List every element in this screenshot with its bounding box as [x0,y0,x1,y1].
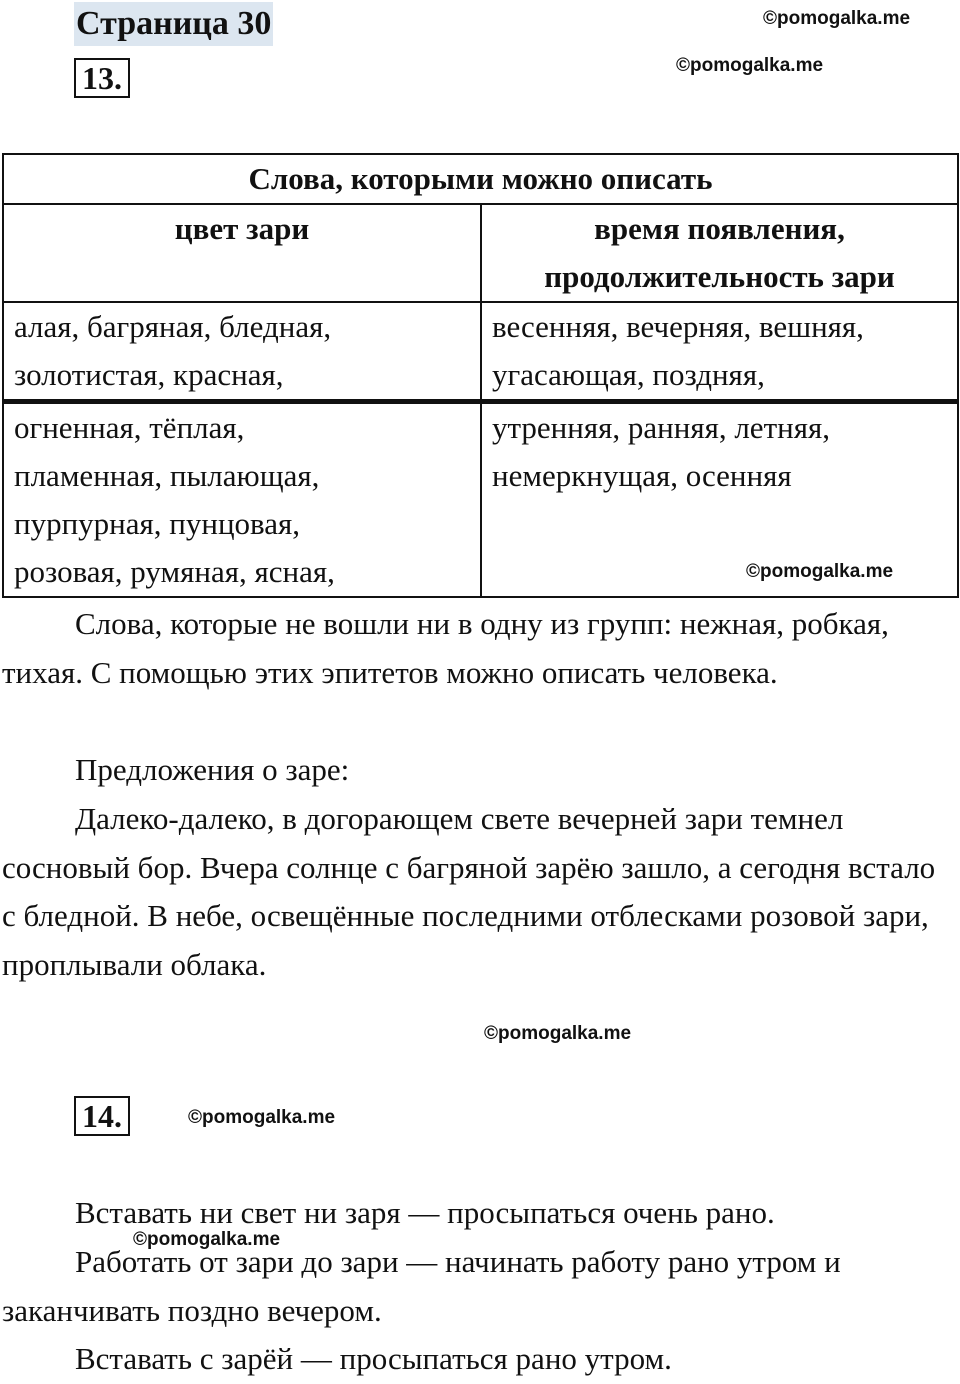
table-header-color: цвет зари [3,204,481,302]
paragraph: Слова, которые не вошли ни в одну из групп: нежная, робкая, тихая. С помощью этих эпитетов можно описать человека. [2,606,889,690]
words-table [2,153,959,598]
task-number-14: 14. [74,1096,130,1136]
watermark: ©pomogalka.me [484,1023,632,1044]
watermark: ©pomogalka.me [676,55,824,76]
table-title: Слова, которыми можно описать [3,154,958,204]
table-cell: огненная, тёплая, пламенная, пылающая, пурпурная, пунцовая, розовая, румяная, ясная, [3,402,481,598]
table-header-time: время появления, продолжительность зари [481,204,958,302]
paragraph: Предложения о заре: [75,752,350,787]
watermark: ©pomogalka.me [746,561,894,582]
task-number-13: 13. [74,58,130,98]
paragraph: Далеко-далеко, в догорающем свете вечерней зари темнел сосновый бор. Вчера солнце с багряной зарёю зашло, а сегодня встало с бледной. В небе, освещённые последними отблесками розовой зари, проплывали облака. [2,801,936,982]
page-title: Страница 30 [74,2,273,46]
watermark: ©pomogalka.me [763,8,911,29]
paragraph: Вставать с зарёй — просыпаться рано утром. [75,1341,672,1376]
table-cell: утренняя, ранняя, летняя, немеркнущая, осенняя [481,402,958,598]
table-cell: весенняя, вечерняя, вешняя, угасающая, поздняя, [481,302,958,402]
watermark: ©pomogalka.me [188,1107,336,1128]
table-cell: алая, багряная, бледная, золотистая, красная, [3,302,481,402]
paragraph: Работать от зари до зари — начинать работу рано утром и заканчивать поздно вечером. [2,1244,841,1328]
watermark: ©pomogalka.me [133,1229,281,1250]
table-row [3,302,958,402]
paragraph: Вставать ни свет ни заря — просыпаться очень рано. [75,1195,775,1230]
